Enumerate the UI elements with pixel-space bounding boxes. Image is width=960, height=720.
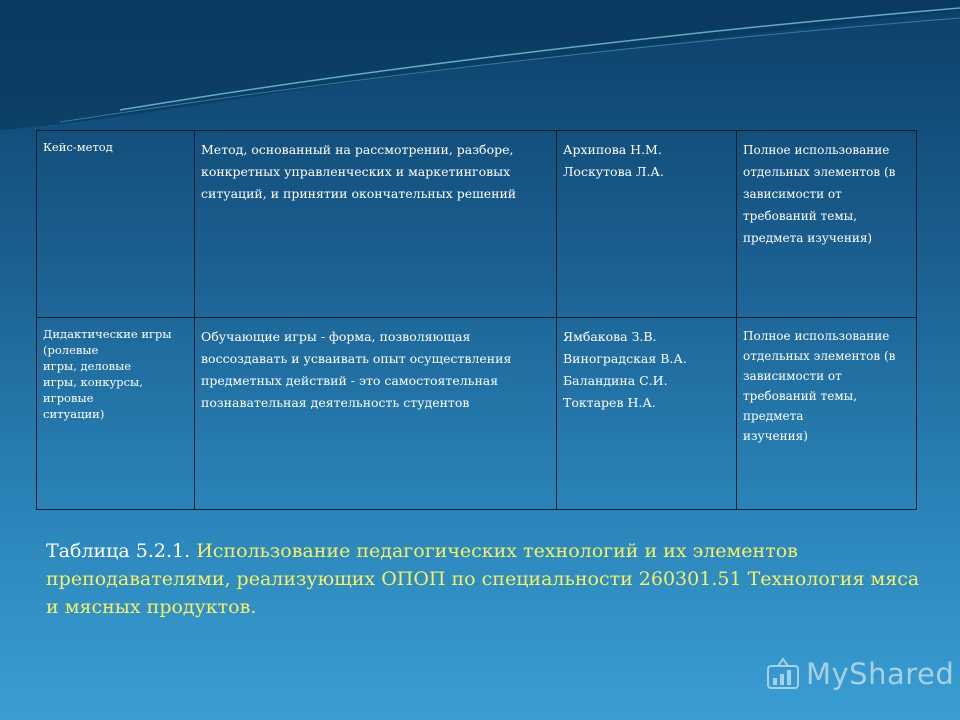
technologies-table bbox=[36, 130, 917, 510]
cell-line: отдельных элементов (в bbox=[743, 165, 896, 179]
cell-line: отдельных элементов (в bbox=[743, 349, 896, 363]
cell-line: требований темы, bbox=[743, 389, 858, 403]
method-cell bbox=[37, 131, 195, 318]
cell-line: Дидактические игры bbox=[43, 327, 172, 341]
cell-line: ситуации) bbox=[43, 407, 105, 421]
caption-text: Использование педагогических технологий и их элементов преподавателями, реализующих ОПОП по специальности 260301.51 Технология мяса и мясных продуктов. bbox=[46, 540, 920, 618]
cell-line: воссоздавать и усваивать опыт осуществления bbox=[201, 351, 512, 366]
cell-line: Архипова Н.М. bbox=[563, 142, 662, 157]
cell-line: Ямбакова З.В. bbox=[563, 329, 657, 344]
cell-line: Метод, основанный на рассмотрении, разборе, bbox=[201, 142, 514, 157]
cell-line: Виноградская В.А. bbox=[563, 351, 687, 366]
description-cell bbox=[195, 318, 557, 510]
cell-line: игры, деловые bbox=[43, 359, 132, 373]
cell-line: игры, конкурсы, bbox=[43, 375, 143, 389]
cell-line: Лоскутова Л.А. bbox=[563, 164, 664, 179]
cell-line: конкретных управленческих и маркетинговых bbox=[201, 164, 511, 179]
description-cell bbox=[195, 131, 557, 318]
brand-watermark[interactable] bbox=[766, 652, 954, 696]
myshared-logo-icon bbox=[766, 656, 800, 692]
usage-cell bbox=[737, 318, 917, 510]
table-row bbox=[37, 318, 917, 510]
usage-cell bbox=[737, 131, 917, 318]
cell-line: зависимости от bbox=[743, 187, 842, 201]
cell-line: Токтарев Н.А. bbox=[563, 395, 656, 410]
cell-line: предмета bbox=[743, 409, 804, 423]
authors-cell bbox=[557, 318, 737, 510]
cell-line: Полное использование bbox=[743, 143, 890, 157]
cell-line: Кейс-метод bbox=[43, 140, 113, 154]
cell-line: Обучающие игры - форма, позволяющая bbox=[201, 329, 471, 344]
table-caption bbox=[46, 537, 936, 621]
cell-line: (ролевые bbox=[43, 343, 99, 357]
brand-name: MyShared bbox=[806, 657, 955, 691]
method-cell bbox=[37, 318, 195, 510]
cell-line: зависимости от bbox=[743, 369, 842, 383]
cell-line: игровые bbox=[43, 391, 94, 405]
cell-line: требований темы, bbox=[743, 209, 858, 223]
cell-line: Полное использование bbox=[743, 329, 890, 343]
cell-line: познавательная деятельность студентов bbox=[201, 395, 470, 410]
cell-line: ситуаций, и принятии окончательных решений bbox=[201, 186, 517, 201]
cell-line: предмета изучения) bbox=[743, 231, 873, 245]
cell-line: изучения) bbox=[743, 429, 808, 443]
authors-cell bbox=[557, 131, 737, 318]
cell-line: Баландина С.И. bbox=[563, 373, 668, 388]
cell-line: предметных действий - это самостоятельная bbox=[201, 373, 499, 388]
table-row bbox=[37, 131, 917, 318]
header-swoosh bbox=[0, 0, 960, 130]
caption-lead: Таблица 5.2.1. bbox=[46, 540, 191, 562]
